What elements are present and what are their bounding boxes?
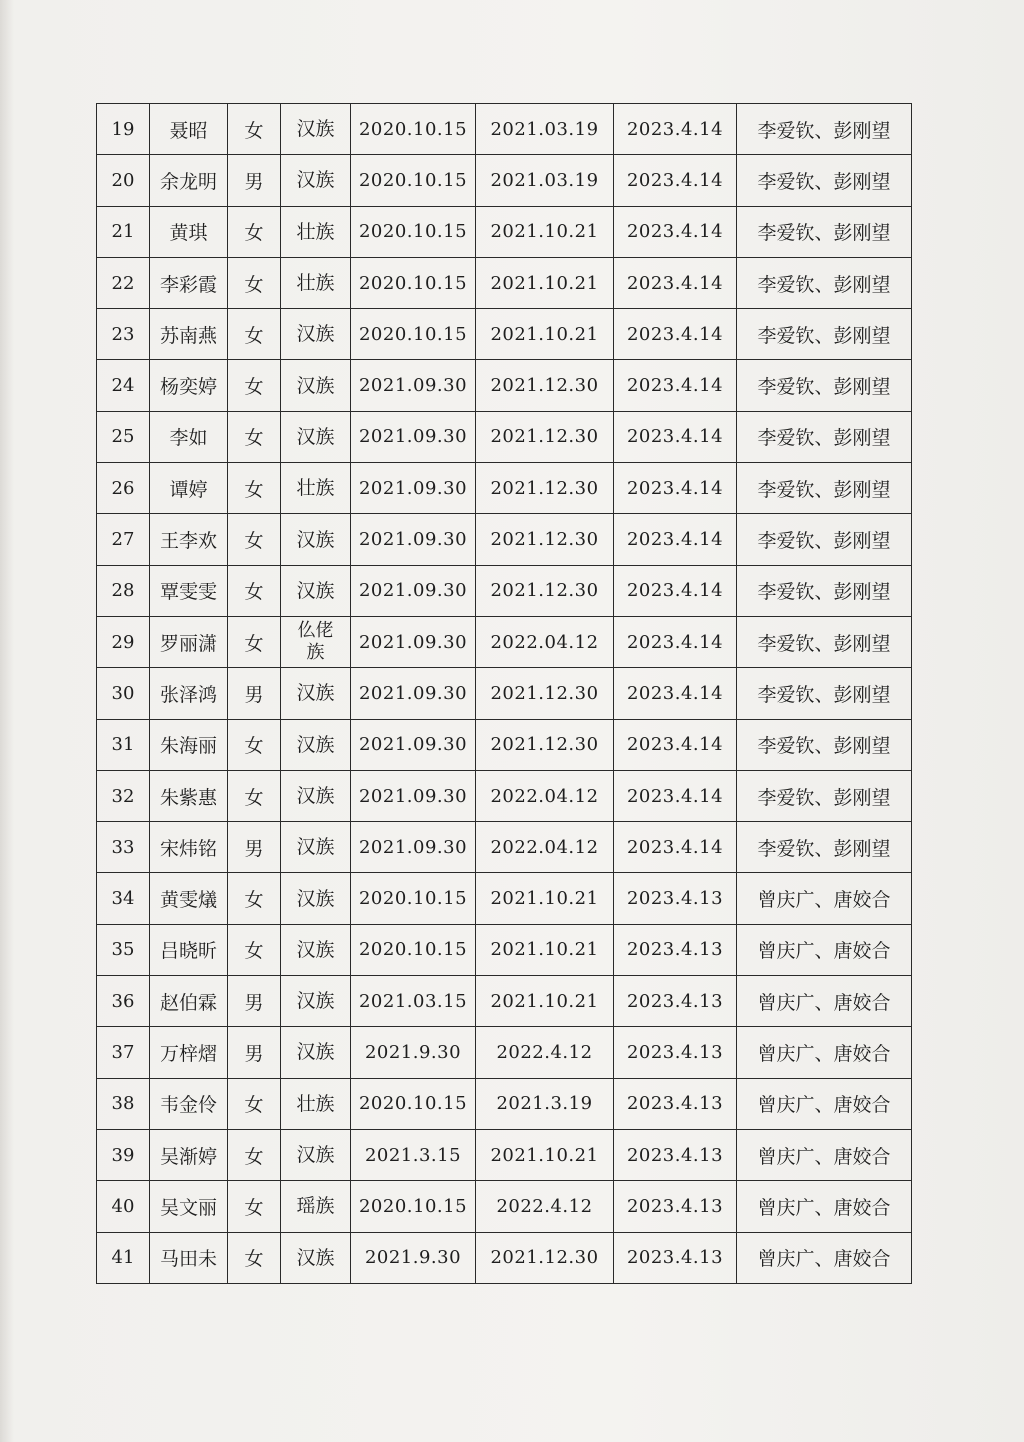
date-column-1: 2021.3.15 [351,1129,476,1180]
date-column-2: 2021.10.21 [476,924,614,975]
member-gender: 女 [228,719,281,770]
date-column-3: 2023.4.14 [614,565,737,616]
member-ethnicity: 汉族 [281,719,351,770]
date-column-3: 2023.4.14 [614,719,737,770]
date-column-3: 2023.4.13 [614,1181,737,1232]
member-gender: 女 [228,1078,281,1129]
date-column-3: 2023.4.14 [614,411,737,462]
row-number: 29 [97,616,150,667]
member-ethnicity: 汉族 [281,1027,351,1078]
date-column-1: 2020.10.15 [351,1078,476,1129]
member-name: 聂昭 [150,104,228,155]
date-column-2: 2021.12.30 [476,463,614,514]
member-gender: 女 [228,206,281,257]
date-column-1: 2020.10.15 [351,309,476,360]
date-column-3: 2023.4.14 [614,770,737,821]
member-ethnicity: 壮族 [281,1078,351,1129]
row-number: 28 [97,565,150,616]
member-ethnicity: 汉族 [281,822,351,873]
member-gender: 男 [228,668,281,719]
table-row [97,1232,912,1283]
member-name: 吴文丽 [150,1181,228,1232]
introducers: 曾庆广、唐姣合 [737,976,912,1027]
member-gender: 男 [228,1027,281,1078]
date-column-3: 2023.4.14 [614,257,737,308]
table-row [97,1181,912,1232]
introducers: 李爱钦、彭刚望 [737,770,912,821]
introducers: 曾庆广、唐姣合 [737,1232,912,1283]
table-row [97,104,912,155]
row-number: 23 [97,309,150,360]
introducers: 李爱钦、彭刚望 [737,514,912,565]
date-column-2: 2022.04.12 [476,822,614,873]
member-name: 韦金伶 [150,1078,228,1129]
introducers: 李爱钦、彭刚望 [737,360,912,411]
date-column-2: 2021.03.19 [476,104,614,155]
date-column-2: 2021.10.21 [476,257,614,308]
date-column-3: 2023.4.14 [614,360,737,411]
date-column-1: 2020.10.15 [351,104,476,155]
row-number: 35 [97,924,150,975]
date-column-2: 2022.04.12 [476,770,614,821]
introducers: 李爱钦、彭刚望 [737,822,912,873]
date-column-3: 2023.4.14 [614,309,737,360]
date-column-3: 2023.4.13 [614,1232,737,1283]
member-ethnicity: 仫佬族 [281,616,351,667]
date-column-1: 2021.09.30 [351,770,476,821]
table-row [97,565,912,616]
member-ethnicity: 汉族 [281,309,351,360]
member-name: 吴渐婷 [150,1129,228,1180]
date-column-3: 2023.4.13 [614,924,737,975]
table-row [97,206,912,257]
table-row [97,155,912,206]
introducers: 曾庆广、唐姣合 [737,1129,912,1180]
date-column-3: 2023.4.13 [614,976,737,1027]
date-column-1: 2021.03.15 [351,976,476,1027]
date-column-1: 2021.09.30 [351,411,476,462]
member-ethnicity: 汉族 [281,1129,351,1180]
member-name: 黄琪 [150,206,228,257]
member-name: 罗丽潇 [150,616,228,667]
date-column-2: 2021.12.30 [476,514,614,565]
introducers: 李爱钦、彭刚望 [737,411,912,462]
date-column-1: 2020.10.15 [351,873,476,924]
member-name: 万梓熠 [150,1027,228,1078]
member-name: 覃雯雯 [150,565,228,616]
row-number: 36 [97,976,150,1027]
date-column-1: 2021.09.30 [351,514,476,565]
member-name: 李彩霞 [150,257,228,308]
introducers: 曾庆广、唐姣合 [737,1181,912,1232]
date-column-3: 2023.4.14 [614,668,737,719]
table-row [97,309,912,360]
date-column-1: 2021.9.30 [351,1232,476,1283]
introducers: 李爱钦、彭刚望 [737,155,912,206]
date-column-3: 2023.4.13 [614,1129,737,1180]
date-column-1: 2021.09.30 [351,822,476,873]
table-row [97,1027,912,1078]
member-gender: 女 [228,257,281,308]
date-column-1: 2021.9.30 [351,1027,476,1078]
table-row [97,924,912,975]
member-gender: 女 [228,1129,281,1180]
member-ethnicity: 汉族 [281,924,351,975]
member-roster-table [96,103,912,1284]
member-gender: 女 [228,616,281,667]
row-number: 31 [97,719,150,770]
date-column-2: 2021.10.21 [476,976,614,1027]
row-number: 32 [97,770,150,821]
date-column-2: 2022.4.12 [476,1027,614,1078]
member-ethnicity: 汉族 [281,873,351,924]
introducers: 李爱钦、彭刚望 [737,719,912,770]
date-column-2: 2021.12.30 [476,411,614,462]
date-column-3: 2023.4.14 [614,206,737,257]
date-column-2: 2022.04.12 [476,616,614,667]
member-ethnicity: 壮族 [281,206,351,257]
introducers: 曾庆广、唐姣合 [737,1078,912,1129]
member-name: 马田未 [150,1232,228,1283]
member-gender: 女 [228,565,281,616]
introducers: 李爱钦、彭刚望 [737,206,912,257]
member-ethnicity: 汉族 [281,1232,351,1283]
row-number: 20 [97,155,150,206]
row-number: 33 [97,822,150,873]
date-column-1: 2021.09.30 [351,616,476,667]
introducers: 李爱钦、彭刚望 [737,565,912,616]
date-column-3: 2023.4.13 [614,1078,737,1129]
table-row [97,873,912,924]
date-column-3: 2023.4.14 [614,514,737,565]
table-row [97,616,912,667]
member-ethnicity: 汉族 [281,104,351,155]
row-number: 30 [97,668,150,719]
date-column-1: 2020.10.15 [351,924,476,975]
member-name: 李如 [150,411,228,462]
member-gender: 女 [228,770,281,821]
introducers: 曾庆广、唐姣合 [737,1027,912,1078]
member-ethnicity: 汉族 [281,770,351,821]
row-number: 40 [97,1181,150,1232]
date-column-1: 2021.09.30 [351,463,476,514]
row-number: 21 [97,206,150,257]
date-column-3: 2023.4.14 [614,463,737,514]
table-row [97,1078,912,1129]
member-name: 黄雯燨 [150,873,228,924]
row-number: 19 [97,104,150,155]
member-name: 谭婷 [150,463,228,514]
date-column-2: 2021.3.19 [476,1078,614,1129]
introducers: 曾庆广、唐姣合 [737,873,912,924]
date-column-3: 2023.4.14 [614,822,737,873]
date-column-2: 2021.03.19 [476,155,614,206]
introducers: 李爱钦、彭刚望 [737,257,912,308]
member-name: 张泽鸿 [150,668,228,719]
member-gender: 女 [228,514,281,565]
member-gender: 女 [228,309,281,360]
member-gender: 男 [228,976,281,1027]
table-row [97,822,912,873]
date-column-3: 2023.4.14 [614,104,737,155]
date-column-1: 2020.10.15 [351,1181,476,1232]
date-column-2: 2021.10.21 [476,206,614,257]
row-number: 39 [97,1129,150,1180]
date-column-2: 2021.10.21 [476,1129,614,1180]
date-column-2: 2021.12.30 [476,360,614,411]
member-name: 王李欢 [150,514,228,565]
member-gender: 女 [228,104,281,155]
introducers: 李爱钦、彭刚望 [737,616,912,667]
date-column-1: 2021.09.30 [351,719,476,770]
table-row [97,360,912,411]
table-row [97,463,912,514]
introducers: 李爱钦、彭刚望 [737,309,912,360]
row-number: 34 [97,873,150,924]
member-gender: 女 [228,1181,281,1232]
date-column-2: 2021.12.30 [476,565,614,616]
row-number: 38 [97,1078,150,1129]
row-number: 41 [97,1232,150,1283]
row-number: 26 [97,463,150,514]
member-name: 朱紫惠 [150,770,228,821]
member-gender: 女 [228,463,281,514]
table-row [97,770,912,821]
date-column-2: 2021.10.21 [476,873,614,924]
member-ethnicity: 汉族 [281,565,351,616]
row-number: 27 [97,514,150,565]
member-gender: 女 [228,411,281,462]
date-column-1: 2020.10.15 [351,257,476,308]
introducers: 曾庆广、唐姣合 [737,924,912,975]
date-column-2: 2021.12.30 [476,1232,614,1283]
member-name: 苏南燕 [150,309,228,360]
date-column-2: 2022.4.12 [476,1181,614,1232]
member-gender: 男 [228,155,281,206]
row-number: 37 [97,1027,150,1078]
member-ethnicity: 壮族 [281,257,351,308]
table-row [97,976,912,1027]
member-ethnicity: 汉族 [281,360,351,411]
member-name: 赵伯霖 [150,976,228,1027]
member-ethnicity: 汉族 [281,411,351,462]
date-column-2: 2021.10.21 [476,309,614,360]
row-number: 24 [97,360,150,411]
member-name: 吕晓昕 [150,924,228,975]
member-ethnicity: 汉族 [281,514,351,565]
date-column-3: 2023.4.13 [614,873,737,924]
date-column-1: 2020.10.15 [351,206,476,257]
row-number: 22 [97,257,150,308]
introducers: 李爱钦、彭刚望 [737,463,912,514]
date-column-3: 2023.4.14 [614,155,737,206]
date-column-1: 2021.09.30 [351,565,476,616]
table-row [97,1129,912,1180]
table-row [97,514,912,565]
table-row [97,411,912,462]
member-name: 余龙明 [150,155,228,206]
table-row [97,257,912,308]
date-column-2: 2021.12.30 [476,719,614,770]
member-gender: 女 [228,924,281,975]
date-column-1: 2021.09.30 [351,360,476,411]
date-column-1: 2020.10.15 [351,155,476,206]
member-name: 宋炜铭 [150,822,228,873]
date-column-3: 2023.4.14 [614,616,737,667]
member-name: 杨奕婷 [150,360,228,411]
member-ethnicity: 汉族 [281,668,351,719]
introducers: 李爱钦、彭刚望 [737,104,912,155]
introducers: 李爱钦、彭刚望 [737,668,912,719]
member-gender: 女 [228,360,281,411]
member-name: 朱海丽 [150,719,228,770]
date-column-3: 2023.4.13 [614,1027,737,1078]
table-row [97,668,912,719]
date-column-2: 2021.12.30 [476,668,614,719]
member-ethnicity: 汉族 [281,155,351,206]
member-gender: 女 [228,1232,281,1283]
row-number: 25 [97,411,150,462]
member-gender: 女 [228,873,281,924]
member-ethnicity: 壮族 [281,463,351,514]
table-row [97,719,912,770]
member-gender: 男 [228,822,281,873]
member-ethnicity: 汉族 [281,976,351,1027]
member-ethnicity: 瑶族 [281,1181,351,1232]
roster-body [97,104,912,1284]
date-column-1: 2021.09.30 [351,668,476,719]
